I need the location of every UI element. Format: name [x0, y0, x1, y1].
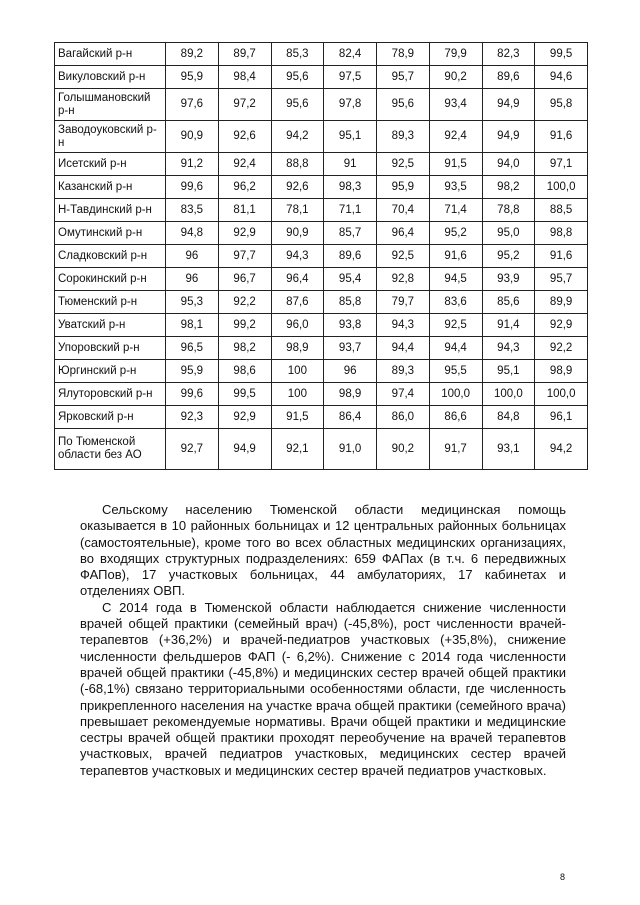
value-cell: 98,4 — [218, 66, 271, 89]
value-cell: 96 — [166, 245, 219, 268]
paragraph-staffing-trends: С 2014 года в Тюменской области наблюдается снижение численности врачей общей практики (семейный врач) (-45,8%), рост численности врачей-терапевтов (+36,2%) и врачей-педиатров участковых (+35,8%), снижение численности фельдшеров ФАП (- 6,2%). Снижение с 2014 года численности врачей общей практики (-45,8%) и медицинских сестер врачей общей практики (-68,1%) связано территориальными особенностями области, где численность прикрепленного населения на участке врача общей практики (семейного врача) превышает рекомендуемые нормативы. Врачи общей практики и медицинские сестры врачей общей практики проходят переобучение на врачей терапевтов участковых, врачей педиатров участковых, медицинских сестер врачей терапевтов участковых и медицинских сестер врачей педиатров участковых. — [80, 599, 566, 778]
value-cell: 90,2 — [377, 429, 430, 470]
value-cell: 89,3 — [377, 360, 430, 383]
value-cell: 94,3 — [377, 314, 430, 337]
value-cell: 98,8 — [535, 222, 588, 245]
value-cell: 95,9 — [166, 66, 219, 89]
value-cell: 90,9 — [271, 222, 324, 245]
value-cell: 79,7 — [377, 291, 430, 314]
value-cell: 92,5 — [377, 153, 430, 176]
district-name-cell: Н-Тавдинский р-н — [55, 199, 166, 222]
value-cell: 97,8 — [324, 89, 377, 121]
value-cell: 90,2 — [429, 66, 482, 89]
value-cell: 92,3 — [166, 406, 219, 429]
value-cell: 92,9 — [218, 222, 271, 245]
value-cell: 100,0 — [535, 176, 588, 199]
table-row — [55, 153, 588, 176]
value-cell: 95,9 — [166, 360, 219, 383]
value-cell: 98,9 — [535, 360, 588, 383]
value-cell: 91,7 — [429, 429, 482, 470]
district-name-cell: Сорокинский р-н — [55, 268, 166, 291]
district-statistics-table — [54, 42, 588, 470]
value-cell: 95,6 — [271, 66, 324, 89]
value-cell: 93,5 — [429, 176, 482, 199]
district-name-cell: Викуловский р-н — [55, 66, 166, 89]
value-cell: 71,1 — [324, 199, 377, 222]
value-cell: 95,3 — [166, 291, 219, 314]
value-cell: 82,3 — [482, 43, 535, 66]
value-cell: 94,9 — [218, 429, 271, 470]
value-cell: 87,6 — [271, 291, 324, 314]
value-cell: 100,0 — [482, 383, 535, 406]
value-cell: 91,6 — [535, 245, 588, 268]
value-cell: 91,2 — [166, 153, 219, 176]
value-cell: 91,4 — [482, 314, 535, 337]
district-name-cell: Голышмановский р-н — [55, 89, 166, 121]
district-name-cell: Заводоуковский р-н — [55, 121, 166, 153]
value-cell: 70,4 — [377, 199, 430, 222]
value-cell: 92,4 — [429, 121, 482, 153]
value-cell: 84,8 — [482, 406, 535, 429]
table-row — [55, 43, 588, 66]
value-cell: 99,5 — [218, 383, 271, 406]
value-cell: 91,0 — [324, 429, 377, 470]
value-cell: 92,9 — [535, 314, 588, 337]
value-cell: 100 — [271, 383, 324, 406]
value-cell: 96 — [324, 360, 377, 383]
value-cell: 96,1 — [535, 406, 588, 429]
value-cell: 94,6 — [535, 66, 588, 89]
value-cell: 78,9 — [377, 43, 430, 66]
value-cell: 95,1 — [482, 360, 535, 383]
value-cell: 94,4 — [377, 337, 430, 360]
district-name-cell: Сладковский р-н — [55, 245, 166, 268]
value-cell: 95,9 — [377, 176, 430, 199]
value-cell: 82,4 — [324, 43, 377, 66]
value-cell: 88,5 — [535, 199, 588, 222]
table-row — [55, 383, 588, 406]
table-row — [55, 89, 588, 121]
value-cell: 81,1 — [218, 199, 271, 222]
value-cell: 94,2 — [535, 429, 588, 470]
value-cell: 95,8 — [535, 89, 588, 121]
value-cell: 95,1 — [324, 121, 377, 153]
value-cell: 78,1 — [271, 199, 324, 222]
value-cell: 95,0 — [482, 222, 535, 245]
value-cell: 93,7 — [324, 337, 377, 360]
value-cell: 92,8 — [377, 268, 430, 291]
district-name-cell: Омутинский р-н — [55, 222, 166, 245]
value-cell: 94,3 — [482, 337, 535, 360]
value-cell: 97,7 — [218, 245, 271, 268]
table-row — [55, 66, 588, 89]
value-cell: 94,9 — [482, 89, 535, 121]
table-row — [55, 268, 588, 291]
district-name-cell: Ярковский р-н — [55, 406, 166, 429]
value-cell: 94,9 — [482, 121, 535, 153]
value-cell: 83,5 — [166, 199, 219, 222]
value-cell: 99,5 — [535, 43, 588, 66]
district-name-cell: Тюменский р-н — [55, 291, 166, 314]
value-cell: 100,0 — [429, 383, 482, 406]
table-row — [55, 337, 588, 360]
value-cell: 94,2 — [271, 121, 324, 153]
value-cell: 93,9 — [482, 268, 535, 291]
value-cell: 91,5 — [271, 406, 324, 429]
value-cell: 96,2 — [218, 176, 271, 199]
value-cell: 100 — [271, 360, 324, 383]
value-cell: 89,9 — [535, 291, 588, 314]
value-cell: 95,4 — [324, 268, 377, 291]
table-row — [55, 406, 588, 429]
value-cell: 96,5 — [166, 337, 219, 360]
value-cell: 94,5 — [429, 268, 482, 291]
value-cell: 92,6 — [271, 176, 324, 199]
page-number: 8 — [560, 872, 566, 882]
value-cell: 96,0 — [271, 314, 324, 337]
value-cell: 85,6 — [482, 291, 535, 314]
value-cell: 89,2 — [166, 43, 219, 66]
table-row — [55, 245, 588, 268]
value-cell: 91,5 — [429, 153, 482, 176]
value-cell: 94,0 — [482, 153, 535, 176]
value-cell: 92,2 — [218, 291, 271, 314]
value-cell: 97,6 — [166, 89, 219, 121]
table-row — [55, 121, 588, 153]
value-cell: 93,4 — [429, 89, 482, 121]
value-cell: 95,2 — [482, 245, 535, 268]
value-cell: 94,8 — [166, 222, 219, 245]
table-row — [55, 176, 588, 199]
value-cell: 78,8 — [482, 199, 535, 222]
value-cell: 98,9 — [324, 383, 377, 406]
table-row — [55, 291, 588, 314]
district-name-cell: Упоровский р-н — [55, 337, 166, 360]
value-cell: 86,4 — [324, 406, 377, 429]
value-cell: 98,2 — [482, 176, 535, 199]
value-cell: 96,4 — [377, 222, 430, 245]
value-cell: 89,3 — [377, 121, 430, 153]
value-cell: 92,1 — [271, 429, 324, 470]
value-cell: 99,6 — [166, 176, 219, 199]
table-body — [55, 43, 588, 470]
value-cell: 86,0 — [377, 406, 430, 429]
value-cell: 98,6 — [218, 360, 271, 383]
value-cell: 95,7 — [377, 66, 430, 89]
district-name-cell: Ялуторовский р-н — [55, 383, 166, 406]
value-cell: 94,4 — [429, 337, 482, 360]
value-cell: 90,9 — [166, 121, 219, 153]
value-cell: 97,2 — [218, 89, 271, 121]
value-cell: 95,6 — [377, 89, 430, 121]
value-cell: 91,6 — [535, 121, 588, 153]
value-cell: 95,7 — [535, 268, 588, 291]
value-cell: 98,2 — [218, 337, 271, 360]
value-cell: 92,5 — [377, 245, 430, 268]
value-cell: 98,1 — [166, 314, 219, 337]
value-cell: 91,6 — [429, 245, 482, 268]
value-cell: 95,6 — [271, 89, 324, 121]
district-name-cell: По Тюменской области без АО — [55, 429, 166, 470]
district-name-cell: Казанский р-н — [55, 176, 166, 199]
value-cell: 71,4 — [429, 199, 482, 222]
value-cell: 97,1 — [535, 153, 588, 176]
value-cell: 96,7 — [218, 268, 271, 291]
value-cell: 99,6 — [166, 383, 219, 406]
table-row — [55, 222, 588, 245]
value-cell: 92,9 — [218, 406, 271, 429]
value-cell: 92,5 — [429, 314, 482, 337]
district-name-cell: Вагайский р-н — [55, 43, 166, 66]
value-cell: 92,7 — [166, 429, 219, 470]
value-cell: 86,6 — [429, 406, 482, 429]
value-cell: 92,6 — [218, 121, 271, 153]
value-cell: 94,3 — [271, 245, 324, 268]
value-cell: 83,6 — [429, 291, 482, 314]
body-text — [80, 502, 566, 779]
value-cell: 96,4 — [271, 268, 324, 291]
value-cell: 93,8 — [324, 314, 377, 337]
value-cell: 99,2 — [218, 314, 271, 337]
value-cell: 89,6 — [482, 66, 535, 89]
value-cell: 85,7 — [324, 222, 377, 245]
value-cell: 100,0 — [535, 383, 588, 406]
value-cell: 88,8 — [271, 153, 324, 176]
value-cell: 85,8 — [324, 291, 377, 314]
value-cell: 89,6 — [324, 245, 377, 268]
value-cell: 92,4 — [218, 153, 271, 176]
district-name-cell: Юргинский р-н — [55, 360, 166, 383]
value-cell: 98,9 — [271, 337, 324, 360]
value-cell: 89,7 — [218, 43, 271, 66]
value-cell: 97,5 — [324, 66, 377, 89]
table-row — [55, 429, 588, 470]
value-cell: 91 — [324, 153, 377, 176]
value-cell: 98,3 — [324, 176, 377, 199]
value-cell: 95,5 — [429, 360, 482, 383]
paragraph-rural-care: Сельскому населению Тюменской области медицинская помощь оказывается в 10 районных больницах и 12 центральных районных больницах (самостоятельные), кроме того во всех областных медицинских организациях, во входящих структурных подразделениях: 659 ФАПах (в т.ч. 6 передвижных ФАПов), 17 участковых больницах, 44 амбулаториях, 17 кабинетах и отделениях ОВП. — [80, 502, 566, 599]
table-row — [55, 314, 588, 337]
value-cell: 79,9 — [429, 43, 482, 66]
value-cell: 92,2 — [535, 337, 588, 360]
value-cell: 93,1 — [482, 429, 535, 470]
value-cell: 96 — [166, 268, 219, 291]
district-name-cell: Исетский р-н — [55, 153, 166, 176]
district-name-cell: Уватский р-н — [55, 314, 166, 337]
table-row — [55, 199, 588, 222]
value-cell: 95,2 — [429, 222, 482, 245]
value-cell: 85,3 — [271, 43, 324, 66]
value-cell: 97,4 — [377, 383, 430, 406]
table-row — [55, 360, 588, 383]
